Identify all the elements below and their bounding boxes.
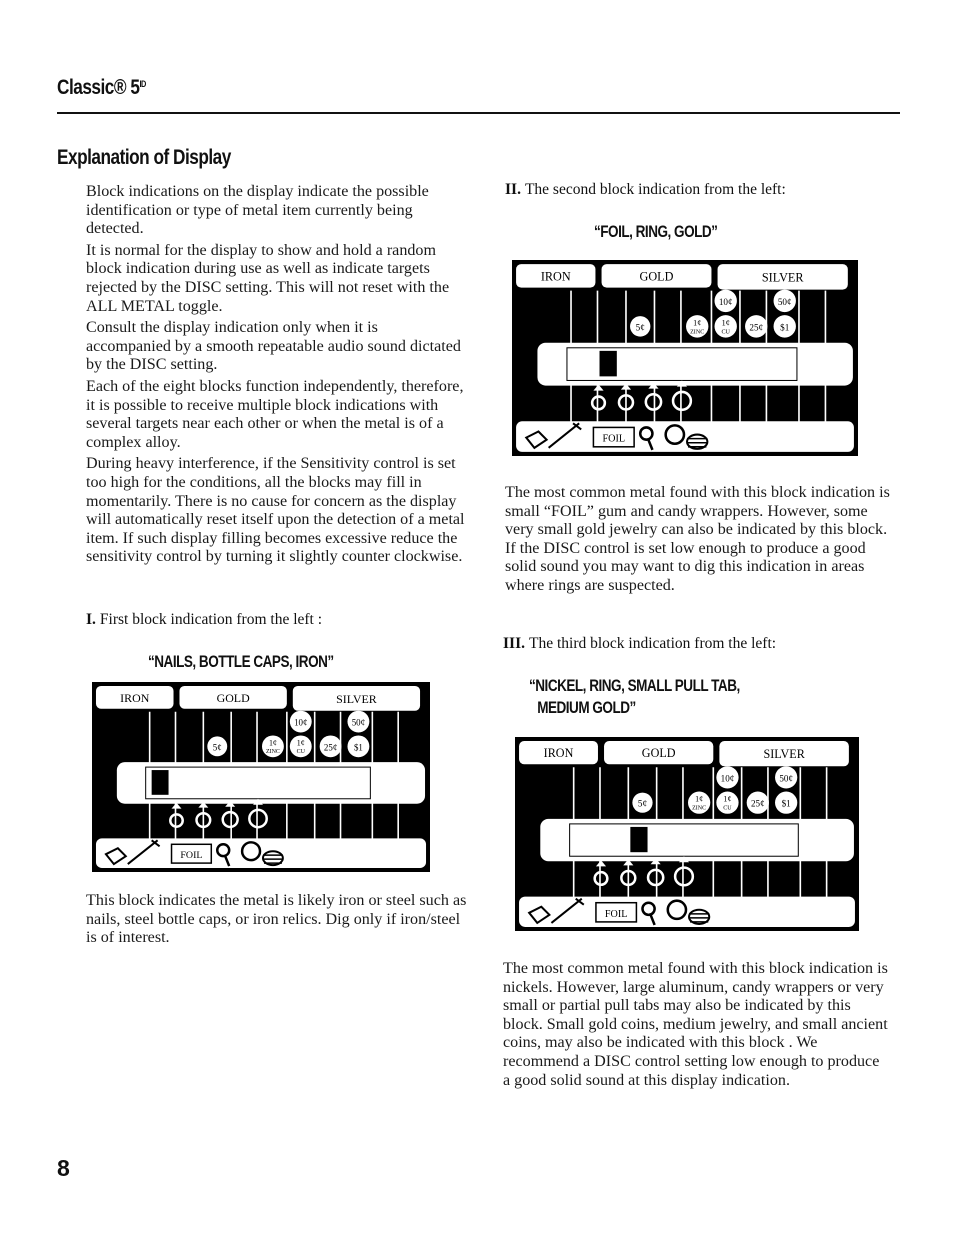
intro-paragraph: It is normal for the display to show and hold a random block indication during use as well as indicate targets rejected by the DISC setting. This will not reset with the ALL METAL toggle. [86, 241, 450, 315]
brand-name: Classic® 5 [57, 76, 140, 99]
intro-paragraph: During heavy interference, if the Sensitivity control is set too high for the conditions, all the blocks may fill in momentarily. There is no cause for concern as the display will automatically reset itself upon the detection of a metal item. If such display filling becomes excessive reduce the sensitivity control by turning it slightly counter clockwise. [86, 455, 465, 566]
block-3-description: The most common metal found with this block indication is nickels. However, large aluminum, candy wrappers or very small or partial pull tabs may also be indicated by this block. Small gold coins, medium jewelry, and small ancient coins, may also be indicated with this block . We recommend a DISC control setting low enough to produce a good solid sound at this display indication. [503, 960, 888, 1089]
coin-label: 1¢ [268, 738, 277, 748]
coin-sublabel: CU [721, 329, 730, 336]
display-svg [512, 260, 858, 456]
ring-icon [648, 858, 663, 885]
brand-superscript: ID [139, 79, 146, 89]
ring-icon [595, 860, 608, 885]
header-title [57, 76, 146, 100]
coin-label: 1¢ [296, 738, 305, 748]
coin-label: $1 [353, 742, 363, 753]
intro-paragraph: Each of the eight blocks function independently, therefore, it is possible to receive multiple block indications with several targets near each other or when the metal is of a complex alloy. [86, 377, 464, 451]
coin-label: 25¢ [749, 322, 764, 333]
foil-label: FOIL [180, 850, 203, 862]
coin-label: 50¢ [779, 773, 793, 784]
silver-label: SILVER [336, 691, 377, 706]
block-1-description: This block indicates the metal is likely iron or steel such as nails, steel bottle caps, or iron relics. Dig only if iron/steel is of interest. [86, 892, 467, 947]
intro-text [86, 183, 466, 570]
block-2-intro-text: The second block indication from the left: [524, 181, 786, 198]
coin-sublabel: ZINC [265, 749, 280, 756]
silver-label: SILVER [761, 270, 804, 285]
block-1-numeral: I. [86, 611, 96, 628]
gold-label: GOLD [216, 690, 250, 705]
coin-label: 1¢ [721, 318, 730, 328]
display-svg [515, 737, 859, 931]
display-panel-block-2 [512, 260, 858, 456]
coin-label: 25¢ [751, 798, 765, 809]
block-2-intro [505, 181, 786, 199]
block-3-caption-line-2: MEDIUM GOLD” [537, 699, 636, 717]
block-2-caption: “FOIL, RING, GOLD” [594, 223, 718, 241]
coin-label: $1 [781, 798, 791, 809]
silver-label: SILVER [763, 747, 805, 762]
active-block-indicator [630, 827, 647, 852]
foil-label: FOIL [602, 433, 626, 445]
iron-label: IRON [540, 269, 571, 284]
coin-sublabel: CU [723, 805, 732, 812]
coin-label: 50¢ [351, 717, 366, 728]
page-number: 8 [57, 1155, 70, 1181]
block-2-numeral: II. [505, 181, 521, 198]
coin-label: 1¢ [693, 318, 702, 328]
coin-sublabel: ZINC [692, 805, 707, 812]
ring-icon [646, 383, 661, 410]
coin-label: 5¢ [635, 322, 645, 333]
coin-label: 25¢ [323, 742, 338, 753]
coin-sublabel: ZINC [690, 329, 705, 336]
block-1-intro [86, 611, 322, 629]
indicator-bar [146, 767, 371, 799]
ring-icon [592, 385, 605, 410]
active-block-indicator [600, 351, 617, 377]
indicator-bar [570, 824, 799, 856]
block-3-numeral: III. [503, 635, 525, 652]
display-svg [92, 682, 430, 872]
gold-label: GOLD [639, 269, 674, 284]
display-panel-block-1 [92, 682, 430, 872]
block-3-intro [503, 635, 776, 653]
intro-paragraph: Consult the display indication only when it is accompanied by a smooth repeatable audio sound dictated by the DISC setting. [86, 319, 461, 374]
ring-icon [170, 803, 182, 827]
display-panel-block-3 [515, 737, 859, 931]
coin-label: 1¢ [695, 794, 704, 804]
coin-label: 5¢ [637, 798, 648, 809]
coin-label: 1¢ [723, 794, 732, 804]
coin-label: 50¢ [777, 296, 792, 307]
header-rule [57, 112, 900, 114]
active-block-indicator [152, 770, 169, 795]
gold-label: GOLD [641, 746, 676, 761]
coin-label: 5¢ [212, 742, 222, 753]
block-1-caption: “NAILS, BOTTLE CAPS, IRON” [148, 653, 334, 671]
coin-label: 10¢ [718, 296, 733, 307]
intro-paragraph: Block indications on the display indicate the possible identification or type of metal item currently being detected. [86, 183, 429, 238]
section-title: Explanation of Display [57, 146, 231, 169]
block-1-intro-text: First block indication from the left : [99, 611, 323, 628]
block-3-caption-line-1: “NICKEL, RING, SMALL PULL TAB, [529, 677, 740, 695]
iron-label: IRON [120, 690, 150, 705]
coin-label: 10¢ [720, 773, 735, 784]
iron-label: IRON [543, 746, 574, 761]
foil-label: FOIL [604, 908, 628, 920]
block-3-caption [529, 675, 740, 719]
block-3-intro-text: The third block indication from the left: [528, 635, 777, 652]
coin-sublabel: CU [296, 749, 305, 756]
coin-label: 10¢ [294, 717, 308, 728]
coin-label: $1 [780, 322, 790, 333]
ring-icon [223, 801, 238, 827]
block-2-description: The most common metal found with this block indication is small “FOIL” gum and candy wrappers. However, some very small gold jewelry can also be indicated by this block. If the DISC control is set low enough to produce a good solid sound you may want to dig this indication in areas where rings are suspected. [505, 484, 890, 594]
